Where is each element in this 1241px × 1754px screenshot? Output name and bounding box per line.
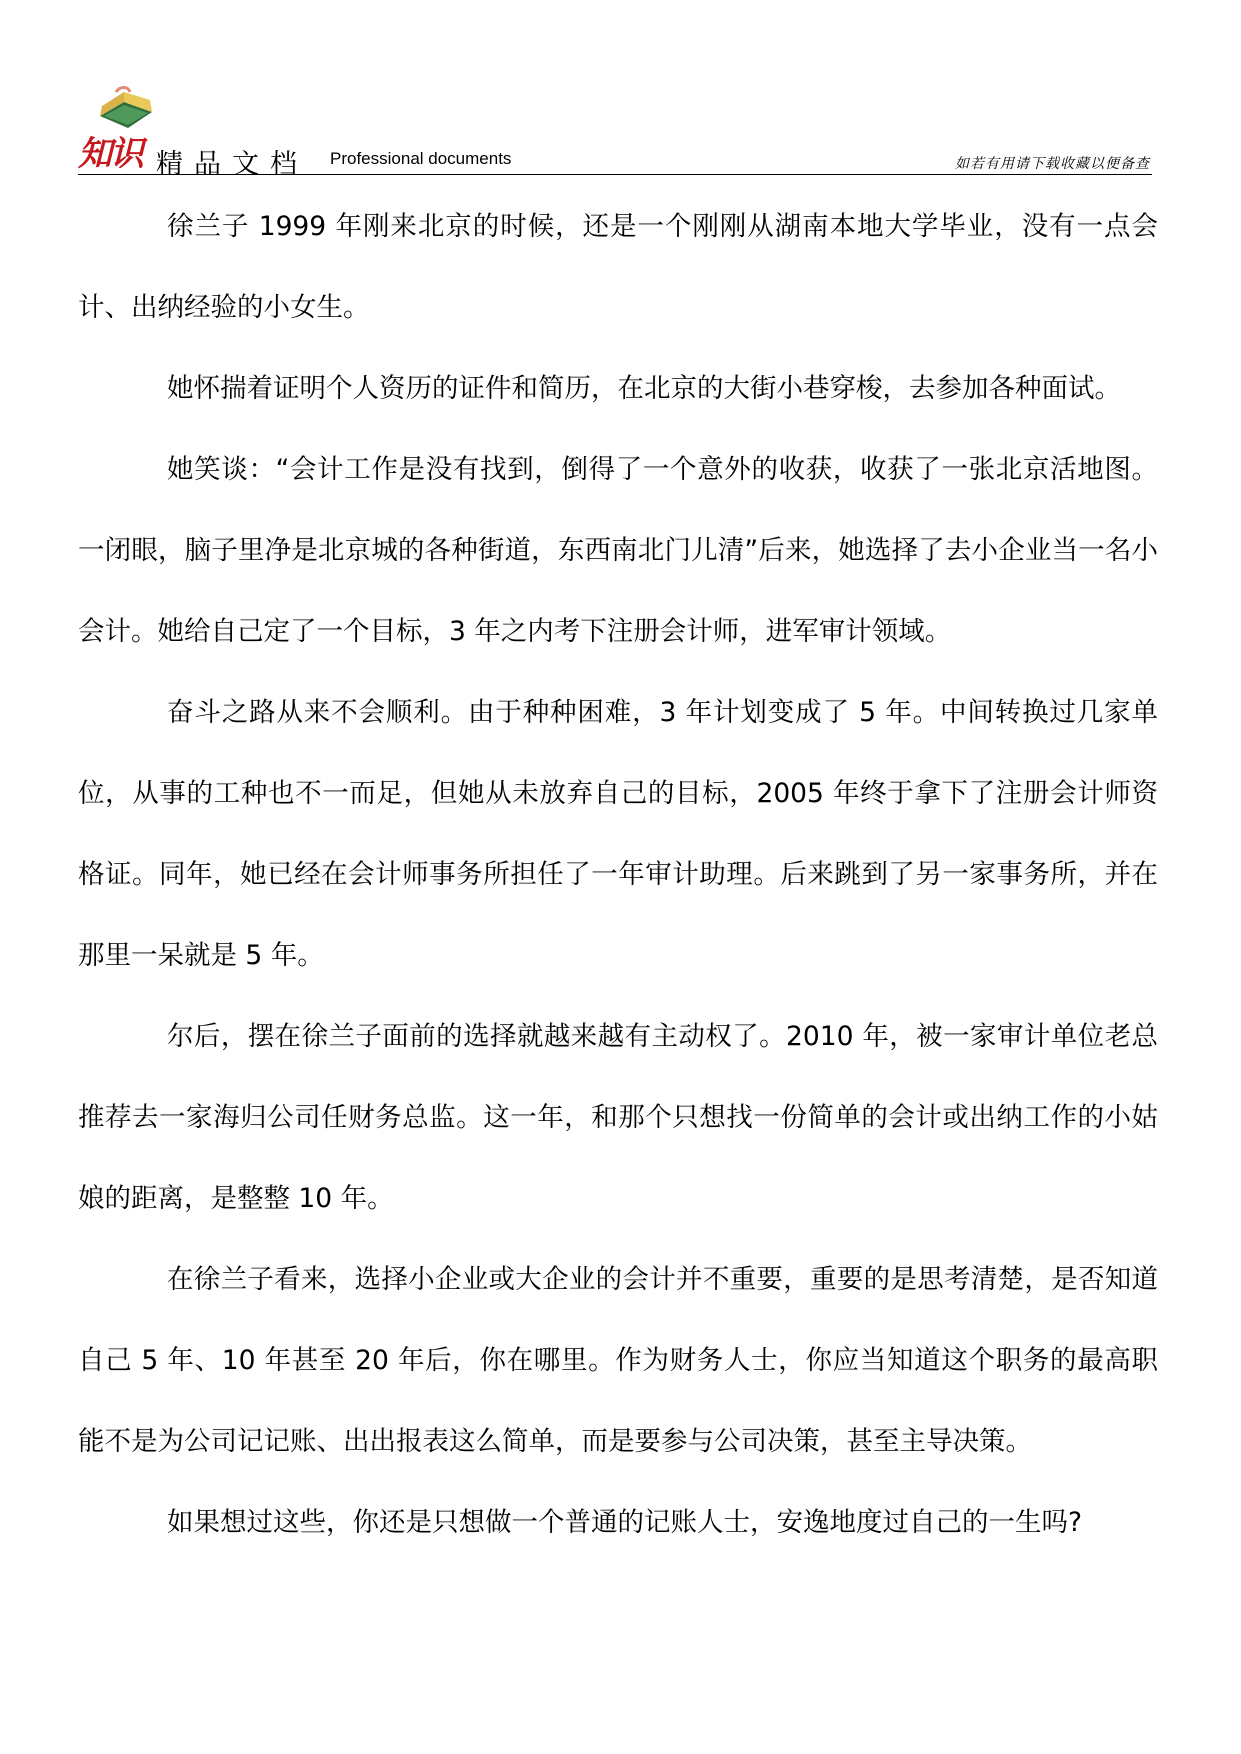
paragraph-4: 奋斗之路从来不会顺利。由于种种困难，3 年计划变成了 5 年。中间转换过几家单位，从事的工种也不一而足，但她从未放弃自己的目标，2005 年终于拿下了注册会计师资格证。同年，她已经在会计师事务所担任了一年审计助理。后来跳到了另一家事务所，并在那里一呆就是 5 年。 xyxy=(78,697,1158,971)
paragraph-1: 徐兰子 1999 年刚来北京的时候，还是一个刚刚从湖南本地大学毕业，没有一点会计、出纳经验的小女生。 xyxy=(78,211,1158,323)
header-divider xyxy=(78,174,1152,175)
header-subtitle: Professional documents xyxy=(330,149,512,168)
header-title: 精品文档 xyxy=(156,149,308,180)
paragraph-7: 如果想过这些，你还是只想做一个普通的记账人士，安逸地度过自己的一生吗? xyxy=(167,1507,1083,1538)
header-note: 如若有用请下载收藏以便备查 xyxy=(955,156,1150,172)
page-header xyxy=(78,84,1152,178)
paragraph-3: 她笑谈：“会计工作是没有找到，倒得了一个意外的收获，收获了一张北京活地图。一闭眼，脑子里净是北京城的各种街道，东西南北门儿清”后来，她选择了去小企业当一名小会计。她给自己定了一个目标，3 年之内考下注册会计师，进军审计领域。 xyxy=(78,454,1158,647)
paragraph-2: 她怀揣着证明个人资历的证件和简历，在北京的大街小巷穿梭，去参加各种面试。 xyxy=(167,373,1121,404)
document-body xyxy=(78,186,1158,1563)
logo xyxy=(78,84,156,174)
logo-text: 知识 xyxy=(78,134,142,174)
paragraph-6: 在徐兰子看来，选择小企业或大企业的会计并不重要，重要的是思考清楚，是否知道自己 5 年、10 年甚至 20 年后，你在哪里。作为财务人士，你应当知道这个职务的最高职能不是为公司记记账、出出报表这么简单，而是要参与公司决策，甚至主导决策。 xyxy=(78,1264,1158,1457)
paragraph-5: 尔后，摆在徐兰子面前的选择就越来越有主动权了。2010 年，被一家审计单位老总推荐去一家海归公司任财务总监。这一年，和那个只想找一份简单的会计或出纳工作的小姑娘的距离，是整整 10 年。 xyxy=(78,1021,1158,1214)
